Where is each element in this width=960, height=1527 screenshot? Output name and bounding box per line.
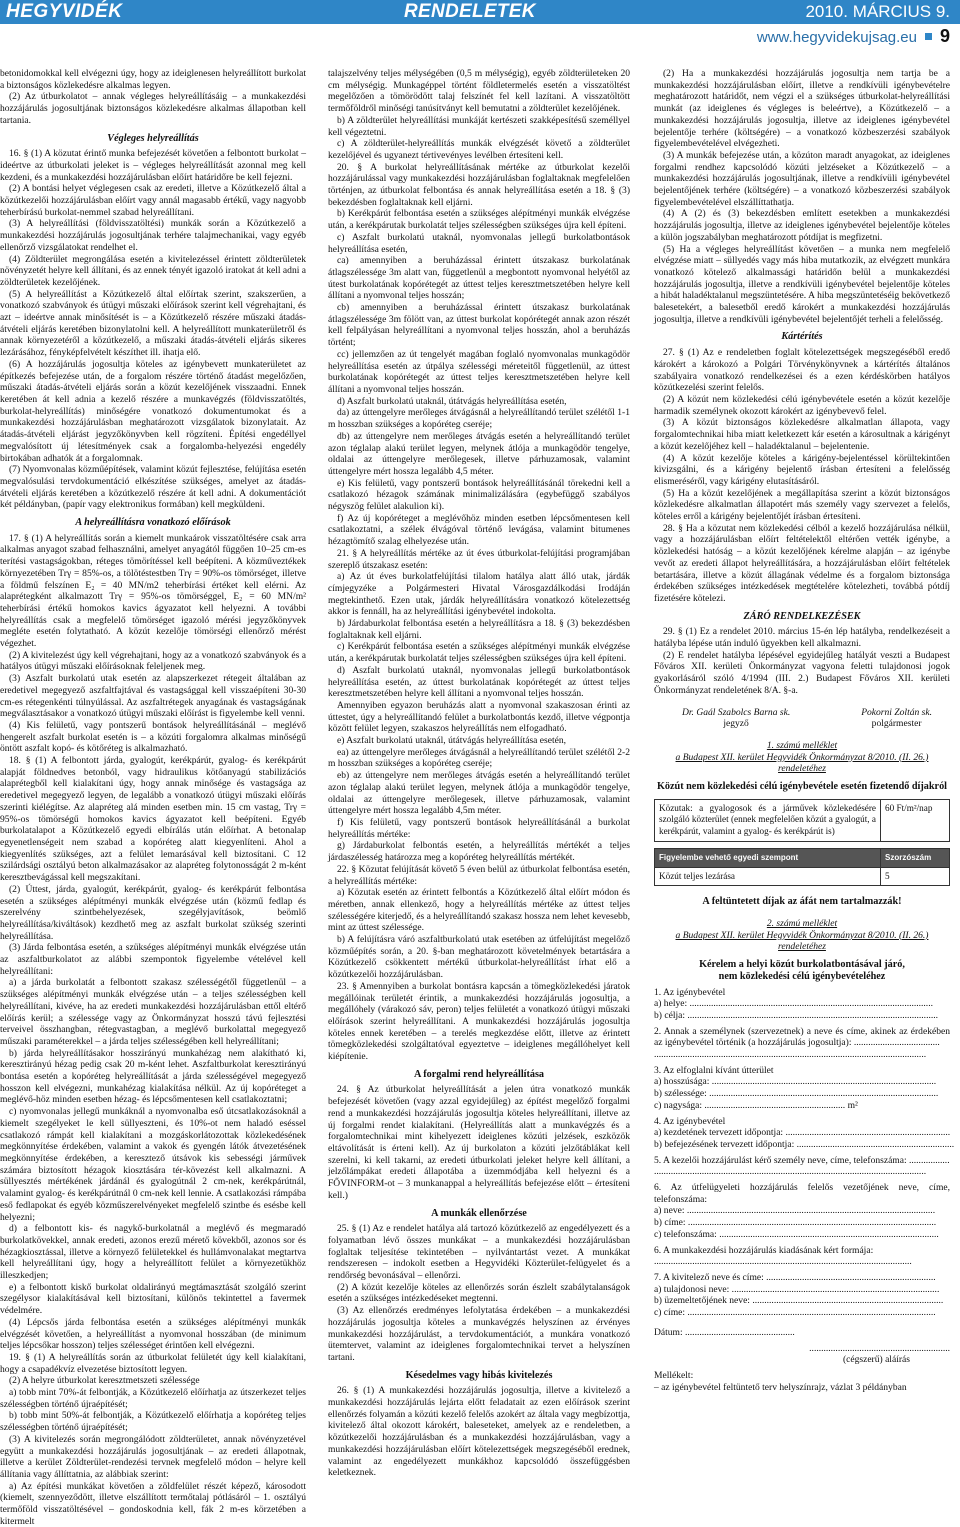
- form-field: a) kezdetének tervezett időpontja: .....................................................................: [654, 1127, 951, 1139]
- attachment-item: – az igénybevétel feltüntető terv helyszínrajz, vázlat 3 példányban: [654, 1381, 907, 1393]
- paragraph: d) a felbontott kis- és nagykő-burkolatnál a meglévő és megmaradó burkolatkövekkel, annak eredeti, azonos erezű mérető kövekből, azonos sor és hézagkiosztással, illetve a környező felületekkel és hullámvonalakat megtartva kell helyreállítani úgy, hogy a helyreállított felület a környezetükhöz illeszkedjen;: [0, 1223, 306, 1282]
- paragraph: (2) Ha a munkakezdési hozzájárulás jogosultja nem tartja be a munkakezdési hozzájárulásban előírt, illetve a rendkívüli igénybevételre meghatározott határidőt, nem végzi el a szükséges útburkolat-helyreállítási munkát (az ideiglenes és végleges is beleértve), a Közútkezelő – a munkakezdési hozzájárulás jogosultja, illetve az ideiglenes igénybevétel bejelentője terhére (költségére) – a vonatkozó közbeszerzési szabályok figyelembevételével elvégezheti.: [654, 68, 950, 150]
- paragraph: c) A zöldterület-helyreállítás munkák elvégzését követő a zöldterület kezelőjével és ugyanezt tértivevényes levélben értesíteni kell.: [328, 138, 630, 161]
- column-header: Figyelembe vehető egyedi szempont: [655, 848, 881, 867]
- annex-subtitle: a Budapest XII. kerület Hegyvidék Önkormányzat 8/2010. (II. 26.) rendeletéhez: [675, 751, 929, 775]
- paragraph: (3) A kivitelezés során megrongálódott zöldterületet, annak növényzetével együtt a munkakezdési hozzájárulás jogosultjának – az eredeti állapotnak, illetve a kerület Zöldterület-rendezési tervnek megfelelő módon – helyre kell állítania vagy állíttatnia, az alábbiak szerint:: [0, 1433, 306, 1480]
- paragraph: a) Közutak esetén az érintett felbontás a Közútkezelő által előírt módon és méretben, annak ellenkező, hogy a helyreállítás mértéke az úttest teljes szélességére kiterjedő, és a helyreállítandó szakasz hossza nem lehet kevesebb, mint az úttest szélessége.: [328, 887, 630, 934]
- paragraph: (2) A közút nem közlekedési célú igénybevétele esetén a közút kezelője harmadik személynek okozott károkért az igénybevevő felel.: [654, 393, 950, 417]
- square-bullet-icon: [925, 33, 932, 40]
- paragraph: 23. § Amennyiben a burkolat bontásra kapcsán a tömegközlekedési járatok megállóinak területét érintik, a munkakezdési hozzájárulás jogosultja, a megállóhely (várakozó sáv, peron) teljes felületét a vonatkozó útügyi műszaki előírások szerint helyreállítani. A munkakezdési hozzájárulás jogosultja köteles ennek keretében – a terelés megkezdése előtt, illetve az érintett tömegközlekedési szolgáltatóval egyeztetve – ideiglenes megállóhelyet kell kiépítenie.: [328, 980, 630, 1063]
- annex-subtitle: a Budapest XII. kerület Hegyvidék Önkormányzat 8/2010. (II. 26.) rendeletéhez: [675, 929, 929, 953]
- paragraph: c) Kerékpárút felbontása esetén a szükséges alépítményi munkák elvégzése után, a kerékpárutak burkolatát teljes szélességben szükséges újra kell építeni.: [328, 641, 630, 665]
- paragraph: (3) Az ellenőrzés eredményes lefolytatása érdekében – a munkakezdési hozzájárulás jogosultja köteles a munkavégzés helyszínen az érvényes munkakezdési hozzájárulást, a tervdokumentációt, a munkára vonatkozó ütemtervet, valamint az ideiglenes forgalomtechnikai tervet a helyszínen tartani.: [328, 1305, 630, 1363]
- paragraph: cc) jellemzően az út tengelyét magában foglaló nyomvonalas munkagödör helyreállítása esetén az útpálya szélességi méreteitől függetlenül, az úttest burkolatának kopórétegét az úttest teljes keresztmetszetében helyre kell állítani a nyomvonal teljes hosszán.: [328, 348, 630, 395]
- form-field: a) hosszúsága: ..............................................................................................: [654, 1076, 937, 1088]
- paragraph: Amennyiben egyazon beruházás alatt a nyomvonal szakaszosan érinti az úttestet, úgy a helyreállítandó felület a burkolatbontás kezdő, illetve végpontja között felület legyen, szakaszos helyreállítás nem elfogadható.: [328, 699, 630, 735]
- paragraph: d) Aszfalt burkolatú utaknál, nyomvonalas jellegű burkolatbontások helyreállítása esetén, az úttest burkolatának kopórétegét az úttest teljes keresztmetszetében helyre kell állítani a nyomvonal teljes hosszán.: [328, 664, 630, 700]
- annex-title: 2. számú melléklet: [766, 918, 838, 929]
- text-column-2: [328, 68, 630, 1479]
- annex-heading: nem közlekedési célú igénybevételéhez: [718, 970, 886, 982]
- paragraph: b) A zöldterület helyreállítási munkáját kertészeti szakképesítésű személlyel kell végeztetni.: [328, 114, 630, 138]
- text-column-1: [0, 68, 306, 1527]
- paragraph: 17. § (1) A helyreállítás során a kiemelt munkaárok visszatöltésére csak arra alkalmas anyagot szabad felhasználni, amelyet anyagától függően 10–25 cm-es terítési vastagságokban, réteges tömörítéssel kell beépíteni. A közműveztékek környezetében Trγ = 85%-os, a tölötéstestben Trγ = 90%-os tömörséget, illetve a földmű felszínen E₂ = 40 MN/m2 teherbírási értéket kell elérni. Az alaprétegként alkalmazott Trγ = 95%-os tömörséggel, E₂ = 60 MN/m² teherbírási értékű homokos kavics ágyazatot kell helyezni. A további helyreállítás csak a megfelelő tömörséget igazoló mérési jegyzőkönyvek megléte esetén folytatható. A közút kezelője tömörségi ellenőrző mérést végezhet.: [0, 532, 306, 650]
- paragraph: (3) A munkák befejezése után, a közúton maradt anyagokat, az ideiglenes forgalmi rendhez kapcsolódó közúti jelzéseket a Közútkezelő – a munkakezdési hozzájárulás jogosultjának, illetve a rendkívüli igénybevétel bejelentőjének terhére (költségére) – a vonatkozó közbeszerzési szabályok figyelembevételével elszállíttathatja.: [654, 149, 950, 208]
- page-subheader: [757, 26, 950, 47]
- paragraph: (4) Lépcsős járda felbontása esetén a szükséges alépítményi munkák elvégzését követően, a helyreállítást a nyomvonal hosszában (de minimum teljes lépcsőkar hosszon) teljes szélességet érintően kell elvégezni.: [0, 1316, 306, 1352]
- paragraph: (3) Járda felbontása esetén, a szükséges alépítményi munkák elvégzése után az aszfaltburkolatot az alábbi szempontok figyelembe vételével kell helyreállítani:: [0, 942, 306, 977]
- signer-role: jegyző: [723, 718, 749, 730]
- form-label: 5. A kezelői hozzájárulást kérő személy neve, címe, telefonszáma: .................: [654, 1154, 950, 1166]
- paragraph: (2) A helyre útburkolat keresztmetszeti szélessége: [9, 1375, 200, 1387]
- form-field: a) helye: ......................................................................................................: [654, 998, 933, 1010]
- form-field: b) célja: .........................................................................................................: [654, 1009, 939, 1021]
- column-header: Szorzószám: [881, 848, 950, 867]
- date-field: Dátum: ..............................................: [654, 1326, 795, 1338]
- form-label: 2. Annak a személynek (szervezetnek) a neve és címe, akinek az érdekében az igénybevétel történik (a hozzájárulás jogosultja): ....................................: [654, 1025, 950, 1049]
- paragraph: 29. § (1) Ez a rendelet 2010. március 15-én lép hatályba, rendelkezéseit a hatályba lépése után induló ügyekben kell alkalmazni.: [654, 626, 950, 650]
- paragraph: g) Járdaburkolat felbontás esetén, a helyreállítás mértékét a teljes járdaszélesség határozza meg a kopóréteg helyreállítás mértékét.: [328, 840, 630, 864]
- annex-title: 1. számú melléklet: [766, 739, 838, 751]
- paragraph: ca) amennyiben a beruházással érintett útszakasz burkolatának átlagszélessége 3m alatt van, függetlenül a megbontott nyomvonal helyétől az útest burkolatának kopórétegét az úttest teljes keresztmetszetében helyre kell állítani a nyomvonal teljes hosszán;: [328, 255, 630, 302]
- signature-notary: [682, 707, 790, 730]
- paragraph: (5) Ha a közút kezelőjének a megállapítása szerint a közút biztonságos közlekedésre alkalmatlan állapotért más személy vagy szervezet a felelős, köteles erről a kárigény bejelentőjét írásban értesíteni.: [654, 487, 950, 523]
- signature-mayor: [861, 707, 932, 730]
- signer-name: Pokorni Zoltán sk.: [861, 706, 932, 718]
- section-heading: Végleges helyreállítás: [107, 132, 199, 144]
- site-url[interactable]: www.hegyvidekujsag.eu: [756, 29, 917, 46]
- annex-heading: Közút nem közlekedési célú igénybevétele esetén fizetendő díjakról: [656, 781, 947, 793]
- paragraph: (2) Úttest, járda, gyalogút, kerékpárút, gyalog- és kerékpárút felbontása esetén a szükséges alépítményi munkák elvégzése után (közmű fedlap és szerelvény szintbehelyezések, szegélyjavítások, beömlő helyreállítása/kiváltások) kezdhető meg az aszfalt burkolat szükség szerinti helyreállítása.: [0, 883, 306, 942]
- section-heading: A helyreállításra vonatkozó előírások: [75, 517, 231, 529]
- paragraph: d) Aszfalt burkolatú utaknál, útátvágás helyreállítása esetén,: [337, 395, 567, 407]
- paragraph: (4) A (2) és (3) bekezdésben említett esetekben a munkakezdési hozzájárulás jogosultja, illetve az ideiglenes igénybevétel bejelentője köteles a külön jogszabályban meghatározott pótdíjat is megfizetni.: [654, 208, 950, 243]
- form-field: b) befejezésének tervezett időpontja: ..................................................................: [654, 1138, 955, 1150]
- paragraph: 27. § (1) Az e rendeletben foglalt kötelezettségek megszegéséből eredő károkért a károkozó a Polgári Törvénykönyvnek a kártérítés általános szabályaira vonatkozó rendelkezései és a ezen kérdéskörben hatályos közútkezelési szerint felelős.: [654, 347, 950, 394]
- paragraph: 16. § (1) A közutat érintő munka befejezését követően a felbontott burkolat – ideértve az útburkolati jeleket is – végleges helyreállítását azonnal meg kell kezdeni, és a munkakezdési hozzájárulásban előírt határidőre be kell fejezni.: [0, 148, 306, 183]
- paragraph: (6) A hozzájárulás jogosultja köteles az igénybevett munkaterületet az építkezés befejezése után, de a forgalom részére történő átadást megelőzően, műszaki átadás-átvételi eljárás során a közút kezelőjének visszaadni. Ennek keretében át kell adnia a kezelő részére a munkavégzés (földvisszatöltés, burkolat-helyreállítás) minőségére vonatkozó dokumentumokat és a munkakezdési hozzájárulásban meghatározott vizsgálatok bizonylatait. Az átadás-átvételi eljárást jegyzőkönyvben kell rögzíteni. Építési engedéllyel megvalósított új létesítmények csak a forgalomba-helyezési engedély birtokában adhatók át a forgalomnak.: [0, 358, 306, 464]
- table-cell: Közút teljes lezárása: [655, 867, 881, 886]
- paragraph: b) tobb mint 50%-át felbontják, a Közútkezelő előírhatja a kopóréteg teljes szélességben történő újraépítését;: [0, 1410, 306, 1434]
- paragraph: a) a járda burkolatát a felbontott szakasz szélességétől függetlenül – a szükséges alépítményi munkák elvégzése után – a teljes szélességben kell helyreállítani, kivéve, ha az eredeti munkakezdési hozzájárulásban ettől eltérő előírás kerül; a szélessége vagy az Önkormányzat hosszú távú fejlesztési terveivel összhangban, rétegvastagban, a meglévő burkolattal megegyező műszaki paraméterekkel – a járda teljes szélességében kell helyreállítani;: [0, 977, 306, 1047]
- paragraph: e) Aszfalt burkolatú utaknál, útátvágás helyreállítása esetén,: [337, 735, 567, 747]
- paragraph: (7) Nyomvonalas közműépítések, valamint közút fejlesztése, felújítása esetén megvalósulási tervdokumentáció elkészítése szükséges, amelyet az átadás-átvételi eljárás keretében a közútkezelő részére át kell adni. A dokumentációt két példányban, (papír vagy elektronikus formában) kell megküldeni.: [0, 464, 306, 511]
- form-field: ..................................................................................................................: [654, 1166, 927, 1178]
- form-field: a) neve: ........................................................................................................: [654, 1205, 936, 1217]
- page-number: 9: [939, 26, 950, 46]
- form-label: 3. Az elfoglalni kívánt útterület: [654, 1064, 774, 1076]
- form-field: c) címe: ........................................................................................................: [654, 1307, 936, 1319]
- table-cell: 5: [881, 867, 950, 886]
- form-label: 4. Az igénybevétel: [654, 1115, 726, 1127]
- annex-1-header: [654, 740, 950, 775]
- signature-label: (cégszerű) aláírás: [842, 1354, 910, 1366]
- form-field: ..................................................................................................................: [654, 1049, 927, 1061]
- paragraph: 25. § (1) Az e rendelet hatálya alá tartozó közútkezelő az engedélyezett és a folyamatban lévő összes munkákat – a munkakezdési hozzájárulásban foglaltak teljesítése tekintetében – nyilvántartást vezet. A munkákat rendszeresen – indokolt esetben a Hegyvidéki Közterület-felügyelet és a rendőrség bevonásával – ellenőrzi.: [328, 1223, 630, 1282]
- paragraph: a) tobb mint 70%-át felbontják, a Közútkezelő előírhatja az útszerkezet teljes szélességben történő újraépítését;: [0, 1387, 306, 1410]
- table-header-row: [655, 848, 950, 867]
- paragraph: (2) E rendelet hatályba lépésével egyidejűleg hatályát veszti a Budapest Főváros XII. kerületi Önkormányzat vagyona feletti tulajdonosi jogok gyakorlásáról szóló 4/1994 (III. 2.) Budapest Főváros XII. kerületi Önkormányzat rendeletének 8/A. §-a.: [654, 649, 950, 696]
- paragraph: a) Az út éves burkolatfelújítási tilalom hatálya alatt álló utak, járdák címjegyzéke a Polgármesteri Hivatal Városgazdálkodási Irodáján megtekinthető. Ezen utak, járdák helyreállítására vonatkozó kötelezettség akkor is fennáll, ha az helyreállítási igénybevétel indokolta.: [328, 571, 630, 618]
- paragraph: cb) amennyiben a beruházással érintett útszakasz burkolatának átlagszélessége 3m fölött van, az úttest burkolat kopórétegét annak azon részét kell felpályásan helyreállítani a nyomvonal teljes hosszán, ahol a beruházás történt;: [328, 302, 630, 349]
- form-label: 6. A munkakezdési hozzájárulás kiadásának kért formája:: [654, 1244, 874, 1256]
- paragraph: 26. § (1) A munkakezdési hozzájárulás jogosultja, illetve a kivitelező a munkakezdési hozzájárulás lejárta előtt feladatait az ezen előírások szerint ellenőrzés folyamán a közúti kezelő felelős azokért az általa vagy megbízottja, kivitelező által okozott károkért, baleseteket, amelyek az e rendeletben, a közútkezelői hozzájárulásban és a munkakezdési hozzájárulásban, vagy a munkakezdési hozzájárulásban előírt kötelezettségek megszegéséből erednek, valamint az engedélyezett munkákhoz kapcsolódó összefüggésben keletkeznek.: [328, 1385, 630, 1479]
- form-field: a) tulajdonosi neve: .......................................................................................: [654, 1283, 940, 1295]
- table-cell: Közutak: a gyalogosok és a járművek közlekedésére szolgáló közterület (ennek megfelelően közút a gyalogút, a kerékpárút, valamint a gyalog- és kerékpárút is): [655, 799, 881, 841]
- form-field: b) címe: ........................................................................................................: [654, 1217, 937, 1229]
- paragraph: 21. § A helyreállítás mértéke az út éves útburkolat-felújítási programjában szereplő útszakasz esetén:: [328, 547, 630, 571]
- publication-name: HEGYVIDÉK: [6, 1, 123, 22]
- paragraph: (2) A bontási helyet véglegesen csak az eredeti, illetve a Közútkezelő által a közútkezelői hozzájárulásban előírt vagy annál magasabb értékű, vagy nagyobb teherbírású burkolat-nemmel szabad helyreállítani.: [0, 183, 306, 218]
- paragraph: ea) az úttengelyre merőleges átvágásnál a helyreállítandó terület szélétől 2-2 m hosszban szükséges a kopóréteg cseréje;: [328, 746, 630, 770]
- table-cell: 60 Ft/m²/nap: [881, 799, 950, 841]
- fee-note: A feltüntetett díjak az áfát nem tartalmazzák!: [702, 896, 902, 908]
- section-heading: A munkák ellenőrzése: [431, 1207, 527, 1219]
- paragraph: db) az úttengelyre nem merőleges átvágás esetén a helyreállítandó terület azon téglalap alakú terület legyen, melynek átlója a munkagödör tengelye, oldalai az úttengelyre merőlegesek, illetve párhuzamosak, valamint úttengelyre mért hossza legalább 4,5 méter.: [328, 430, 630, 477]
- annex-heading: Kérelem a helyi közút burkolatbontásával járó,: [699, 959, 905, 971]
- paragraph: e) Kis felületű, vagy pontszerű bontások helyreállításánál törekedni kell a csatlakozó hézagok számának minimalizálására (egybefüggő szabályos négyszög felület alakulion ki).: [328, 477, 630, 513]
- paragraph: b) A felújításra váró aszfaltburkolatú utak esetében az útfelújítást megelőző közműépítés során, a 20. §-ban meghatározott követelmények betartására a Közútkezelő csökkentett mértékű útburkolat-helyreállítást írhat elő a közútkezelői hozzájárulásban.: [328, 934, 630, 981]
- paragraph: f) Az új kopóréteget a meglévőhöz minden esetben lépcsőmentesen kell csatlakoztatni, a szélek élvágóval történő levágása, valamint bitumenes hézagtömítő szalag elhelyezése után.: [328, 512, 630, 548]
- paragraph: (5) Ha a végleges helyreállítást követően – a munka nem megfelelő elvégzése miatt – süllyedés vagy más hiba mutatkozik, az elvégzett munkára vonatkozó kötelező alkalmassági határidőn belül a munkakezdési hozzájárulás jogosultja, illetve a rendkívüli igénybevétel bejelentője köteles a hibát haladéktalanul megszüntetésére. A hiba megszüntetéséig bekövetkező balesetekért, a balesetből eredő károkért a munkakezdési hozzájárulás jogosultja, illetve a rendkívüli igénybevétel bejelentőjét terheli a felelősség.: [654, 243, 950, 325]
- section-title: RENDELETEK: [404, 1, 536, 22]
- paragraph: (2) A közút kezelője köteles az ellenőrzés során észlelt szabálytalanságok esetén a szükséges intézkedéseket megtenni.: [328, 1281, 630, 1305]
- form-field: ............................................................................................................: [654, 1256, 912, 1268]
- paragraph: da) az úttengelyre merőleges átvágásnál a helyreállítandó terület szélétől 1-1 m hosszban szükséges a kopóréteg cseréje;: [328, 407, 630, 431]
- paragraph: b) járda helyreállításakor hosszirányú munkahézag nem alakítható ki, keresztirányú hézag pedig csak 20 m-ként lehet. Aszfaltburkolat keresztirányú bontása esetén a kopóréteg helyreállítását a járda szélességével megegyező hosszon kell elvégezni, munkahézag kialakítása nélkül. Az új kopóréteget a meglévő-höz minden esetben hézag- és lépcsőmentesen kell csatlakoztatni;: [0, 1047, 306, 1106]
- text-column-3: [654, 68, 955, 1472]
- section-heading: A forgalmi rend helyreállítása: [413, 1068, 545, 1080]
- paragraph: talajszelvény teljes mélységében (0,5 m mélységig), egyéb zöldterületeken 20 cm mélységig. Munkagéppel történt földletermelés esetén a visszatöltést megelőzően a tömörödött talaj felszínét fel kell lazítani. A visszatöltött termőföldről minőségi tanúsítványt kell bemutatni a zöldterület kezelőjének.: [328, 68, 630, 115]
- form-field: c) telefonszáma: ............................................................................................: [654, 1228, 939, 1240]
- attachment-label: Mellékelt:: [654, 1369, 694, 1381]
- paragraph: c) Aszfalt burkolatú utaknál, nyomvonalas jellegű burkolatbontások helyreállítása esetén,: [328, 231, 630, 255]
- paragraph: (3) Aszfalt burkolatú utak esetén az alapszerkezet rétegeit általában az eredetivel megegyező aszfaltfajtával és vastagsággal kell visszaépíteni 30-30 cm-es rétegenkénti túlnyúlással. Az aszfaltrétegek anyagának és vastagságának megválasztásakor a vonatkozó útügyi műszaki előírást is figyelembe kell venni.: [0, 673, 306, 720]
- paragraph: 19. § (1) A helyreállítás során az útburkolat felületét úgy kell kialakítani, hogy a csapadékvíz elvezetése biztosított legyen.: [0, 1351, 306, 1375]
- form-field: b) üzemeltetőjének neve: ................................................................................: [654, 1295, 944, 1307]
- paragraph: eb) az úttengelyre nem merőleges átvágás esetén a helyreállítandó terület azon téglalap alakú terület legyen, melynek átlója a munkagödör tengelye, oldalai az úttengelyre merőlegesek, illetve párhuzamosak, valamint úttengelyre mért hossza legalább 4,5m méter.: [328, 770, 630, 817]
- paragraph: e) a felbontott kiskő burkolat oldalirányú megtámasztását szolgáló szerint szegélysor kialakításával kell biztosítani, különös tekintettel a favermek védelmére.: [0, 1281, 306, 1317]
- page-header: [0, 0, 960, 24]
- paragraph: 24. § Az útburkolat helyreállítását a jelen útra vonatkozó munkák befejezését követően (vagy azzal egyidejűleg) az építést megelőző forgalmi rend a munkakezdési hozzájárulás jogosultja köteles helyreállítani, illetve az új forgalmi rendet kialakítani. (Helyreállítás alatt a munkavégzés és a forgalomtechnikai mint kihelyezett ideiglenes közúti jelzések, eszközök eltávolítását is érteni kell). Az új burkolaton a közúti jelzőtáblákat kell szerelni, ki kell takarni, az eredeti útburkolati jeleket helyre kell állítani, a jelzőlámpákat eredeti állapotába a üzemmódjába kell helyezni és a FŐVINFORM-ot – 3 munkanappal a helyreállítás befejezése előtt – értesíteni kell.): [328, 1084, 630, 1201]
- paragraph: 22. § Közutat felújítását követő 5 éven belül az útburkolat felbontása esetén, a helyreállítás mértéke:: [328, 863, 630, 887]
- signatures: [654, 697, 950, 730]
- paragraph: a) Az építési munkákat követően a zöldfelület részét képező, károsodott (kiemelt, szennyeződött, illetve elszállított termőtalaj pótlásáról – 1. osztályú termőföld visszatöltésével – gondoskodnia kell, fák 2 m-es körzetében a kitermelt: [0, 1480, 306, 1527]
- form-label: 1. Az igénybevétel: [654, 986, 726, 998]
- paragraph: 18. § (1) A felbontott járda, gyalogút, kerékpárút, gyalog- és kerékpárút alapját földnedves betonból, vagy hidraulikus kötőanyagú stabilizációs alaprétegből kell kialakítani úgy, hogy annak minősége és vastagsága az eredetivel megegyező legyen, de legalább a vonatkozó útügyi műszaki előírás szerinti kiélégítse. Az alapréteg alá minden esetben min. 15 cm vastag, Trγ = 95%-os tömörségű homokos kavics ágyazatot kell beépíteni. Egyéb burkolatalapot a Közútkezelő egyedi elbírálás után előírhat. A betonalap egyenetlenségeit nem szabad a kopóréteg alatt kiegyenlíteni. Ahol a kiegyenlítés szükséges, azt a felület lemarásával kell biztosítani. C 12 szilárdsági osztályú beton alkalmazásakor az alapréteg folytonosságát 2 m-ként keresztbevágással kell megszakítani.: [0, 755, 306, 884]
- paragraph: 28. § Ha a közutat nem közlekedési célból a kezelő hozzájárulása nélkül, vagy a hozzájárulásban előírt feltételektől eltérően vették igénybe, a közlekedési hatóság – a közút kezelőjének kérelme alapján – az igénybe vevőt az eredeti állapot helyreállítására, a hozzájárulásban előírt feltételek betartására, illetve a közút állagának védelme és a forgalom biztonsága érdekében szükséges intézkedések megtételére kötelezheti, továbbá pótdíj fizetésére kötelezi.: [654, 522, 950, 604]
- form-label: 7. A kivitelező neve és címe: .......................................................................: [654, 1271, 936, 1283]
- section-heading: Késedelmes vagy hibás kivitelezés: [405, 1369, 553, 1381]
- application-form: [654, 986, 955, 1394]
- paragraph: (4) Zöldterület megrongálása esetén a kivitelezéssel érintett zöldterületek növényzetét helyre kell állítani, és az ennek tényét igazoló iratokat át kell adni a zöldterületek kezelőjének.: [0, 253, 306, 288]
- signer-name: Dr. Gaál Szabolcs Barna sk.: [682, 706, 791, 718]
- paragraph: (4) Kis felületű, vagy pontszerű bontások helyreállításánál – meglévő hengerelt aszfalt burkolat esetén is – a közúti forgalomra alkalmas minőségű öntött aszfalt kopó- és kötőréteg is alkalmazható.: [0, 719, 306, 755]
- paragraph: c) nyomvonalas jellegű munkáknál a nyomvonalba eső útcsatlakozásoknál a kiemelt szegélyeket le kell süllyeszteni, és 10%-ot nem haladó eséssel csatlakozó rámpát kell kialakítani a mozgáskorlátozottak közlekedésének megkönnyítése érdekében, valamint a vakok és gyengén látók átvezetésének megkönnyítése érdekében, a keresztező útsávok kis sebességi járművek számára biztosított hézagok kiosztására tér-kövezést kell alkalmazni. A süllyesztés mértékének járdánál és gyalogútnál 2 cm-nek, kerékpárútnál, valamint gyalog- és kerékpárútnál 0 cm-nek kell lennie. A csatlakozási rámpába eső fedlapokat és egyéb közműszerelvényeket megfelelő szintbe és esésbe kell helyezni;: [0, 1106, 306, 1223]
- paragraph: 20. § A burkolat helyreállításának mértéke az útburkolat kezelői hozzájárulással vagy munkakezdési hozzájárulásban foglaltaknak megfelelően történjen, az útburkolat felbontása és annak helyreállítása esetén a 18. § (3) bekezdésben foglaltaknak kell eljárni.: [328, 161, 630, 208]
- paragraph: f) Kis felületű, vagy pontszerű bontások helyreállításánál a burkolat helyreállítás mértéke:: [328, 817, 630, 840]
- annex-2-header: [654, 918, 950, 953]
- paragraph: betonidomokkal kell elvégezni úgy, hogy az ideiglenesen helyreállított burkolat a biztonságos közlekedésre alkalmas legyen.: [0, 68, 306, 91]
- multiplier-table: [654, 848, 950, 886]
- paragraph: b) Járdaburkolat felbontása esetén a helyreállításra a 18. § (3) bekezdésben foglaltaknak kell eljárni.: [328, 618, 630, 641]
- signer-role: polgármester: [871, 718, 922, 730]
- issue-date: 2010. MÁRCIUS 9.: [805, 2, 950, 21]
- signature-line: ...........................................................: [809, 1342, 950, 1354]
- paragraph: (5) A helyreállítást a Közútkezelő által előírtak szerint, szakszerűen, a vonatkozó szabványok és útügyi műszaki előírások szerint kell végrehajtani, és azt – ideértve annak minősítését is – a Közútkezelő részére műszaki átadás-átvételi eljárás keretében bizonylatolni kell. A helyreállított munkaterületről és annak környezetéről a közútkezelő, a műszaki átadás-átvételi eljárás sikeres lezárásához, fényképfelvételt készíthet ill. ihatja elő.: [0, 288, 306, 359]
- section-heading: Kártérítés: [781, 331, 823, 343]
- table-row: [655, 867, 950, 886]
- paragraph: (3) A helyreállítási (földvisszatöltési) munkák során a Közútkezelő a munkakezdési hozzájárulás jogosultjának terhére talajmechanikai, vagy egyéb ellenőrző vizsgálatokat rendelhet el.: [0, 218, 306, 253]
- form-label: 6. Az útfelügyeleti hozzájárulás felelős vezetőjének neve, címe, telefonszáma:: [654, 1182, 950, 1205]
- section-heading: ZÁRÓ RENDELKEZÉSEK: [743, 610, 861, 622]
- paragraph: (4) A közút kezelője köteles a kárigény-bejelentéssel körültekintően kivizsgálni, és a kárigény bejelentő írásban értesíteni a felelősség elismeréséről, vagy kárigény elutasításáról.: [654, 452, 950, 487]
- paragraph: (3) A közút biztonságos közlekedésre alkalmatlan állapota, vagy forgalomtechnikai hiba miatt keletkezett kár esetén a károsultnak a kárigényt a közút kezelőjéhez kell – haladéktalanul – bejelentenie.: [654, 417, 950, 452]
- form-field: c) nagysága: ........................................................... m²: [654, 1099, 858, 1111]
- table-row: [655, 799, 950, 841]
- form-field: b) szélessége: ................................................................................................: [654, 1088, 939, 1100]
- fee-table: [654, 799, 950, 842]
- paragraph: (2) Az útburkolatot – annak végleges helyreállításáig – a munkakezdési hozzájárulás jogosultjának biztonságos közlekedésre alkalmas állapotban kell tartania.: [0, 91, 306, 126]
- paragraph: b) Kerékpárút felbontása esetén a szükséges alépítményi munkák elvégzése után, a kerékpárutak burkolatát teljes szélességben szükséges újra kell építeni.: [328, 208, 630, 232]
- paragraph: (2) A kivitelezést úgy kell végrehajtani, hogy az a vonatkozó szabványok és a hatályos útügyi műszaki előírásoknak feleljenek meg.: [0, 649, 306, 673]
